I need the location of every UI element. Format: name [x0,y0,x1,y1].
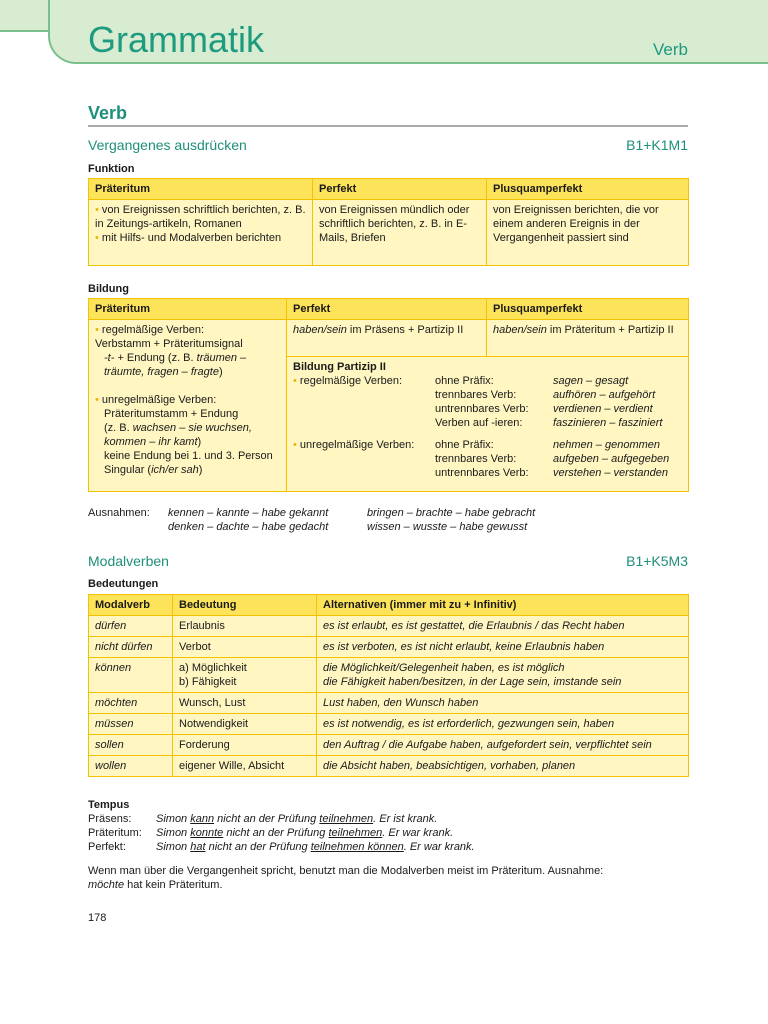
column-header: Präteritum [89,179,313,200]
table-cell: Erlaubnis [173,616,317,637]
column-header: Perfekt [313,179,487,200]
table-cell [89,756,173,777]
underlined-verb: teilnehmen [328,827,383,839]
table-row [89,658,689,693]
ausnahmen-label: Ausnahmen: [88,507,150,519]
verb-type: trennbares Verb: [435,453,517,465]
text: ) [198,464,203,476]
underlined-verb: konnte [190,827,224,839]
table-header-row [89,299,689,320]
text: . Er ist krank. [373,813,438,825]
list-item: bringen – brachte – habe gebracht [367,507,536,519]
text: -t- [104,352,115,364]
example-sentence [156,812,437,826]
verb-type: untrennbares Verb: [435,403,529,415]
text: ( [144,464,152,476]
alternative: die Möglichkeit/Gelegenheit haben, es ist möglich [323,662,565,674]
list-item: • von Ereignissen schriftlich berichten, z. B. in Zeitungs-artikeln, Romanen [95,204,306,230]
table-row [89,714,689,735]
list-item: denken – dachte – habe gedacht [168,521,329,533]
modal-verb: können [95,662,132,674]
tempus-row [88,812,438,826]
modal-verb: nicht dürfen [95,641,153,653]
text: ) [197,436,202,448]
table-cell: eigener Wille, Absicht [173,756,317,777]
text: . Er war krank. [403,841,475,853]
table-cell [89,693,173,714]
partizip-title: Bildung Partizip II [293,361,386,373]
page-number: 178 [88,912,107,924]
table-cell [317,658,689,693]
column-header: Perfekt [287,299,487,320]
table-cell: Verbot [173,637,317,658]
table-cell: von Ereignissen mündlich oder schriftlich berichten, z. B. in E-Mails, Briefen [313,200,487,266]
verb-example: nehmen – genommen [553,439,661,451]
text: Verbstamm + Präteritumsignal [95,338,243,350]
funktion-table [88,178,689,266]
underlined-verb: kann [190,813,215,825]
table-cell: Notwendigkeit [173,714,317,735]
table-cell [89,658,173,693]
label-bedeutungen: Bedeutungen [88,578,159,590]
text: wachsen – sie wuchsen, kommen – ihr kamt [104,422,252,448]
table-header-row [89,595,689,616]
table-cell [89,320,287,492]
column-header: Präteritum [89,299,287,320]
table-cell [317,637,689,658]
table-cell: von Ereignissen berichten, die vor einem anderen Ereignis in der Vergangenheit passiert sind [487,200,689,266]
text [95,421,280,449]
table-row [89,637,689,658]
table-cell [89,714,173,735]
list-item: • regelmäßige Verben: [95,324,204,336]
verb-example: faszinieren – fasziniert [553,417,663,429]
example-sentence [156,826,453,840]
alternative: es ist verboten, es ist nicht erlaubt, keine Erlaubnis haben [323,641,605,653]
alternative: die Absicht haben, beabsichtigen, vorhaben, planen [323,760,576,772]
table-row [89,756,689,777]
alternative: die Fähigkeit haben/besitzen, in der Lage sein, imstande sein [323,676,622,688]
bildung-table [88,298,689,492]
text: haben/sein [493,324,547,336]
table-cell [317,756,689,777]
table-cell: Wunsch, Lust [173,693,317,714]
modal-verb: wollen [95,760,127,772]
modal-verb: möchten [95,697,138,709]
table-cell [287,320,487,357]
closing-paragraph [88,864,688,892]
list-item: • unregelmäßige Verben: [293,438,433,452]
table-cell [89,200,313,266]
column-header: Modalverb [89,595,173,616]
section-modalverben [88,553,688,569]
section-code: B1+K5M3 [626,553,688,569]
underlined-verb: teilnehmen können [310,841,404,853]
table-header-row [89,179,689,200]
example-sentence [156,840,475,854]
text: Wenn man über die Vergangenheit spricht, benutzt man die Modalverben meist im Präteritum. Ausnahme: [88,865,604,877]
table-cell [317,714,689,735]
list-item: • unregelmäßige Verben: [95,394,216,406]
ausnahmen-col1 [168,506,368,534]
section-heading-verb: Verb [88,103,128,123]
text: Präteritumstamm + Endung [104,408,239,420]
section-title: Vergangenes ausdrücken [88,137,247,153]
text: Simon [156,827,191,839]
text [95,449,280,477]
text [95,351,280,379]
section-vergangenes [88,137,688,153]
text: nicht an der Prüfung [205,841,311,853]
tempus-row [88,826,454,840]
table-cell [487,320,689,357]
tense-label: Präteritum: [88,827,142,839]
table-cell [89,616,173,637]
label-bildung: Bildung [88,283,129,295]
tense-label: Präsens: [88,813,132,825]
table-row [89,200,689,266]
verb-example: aufgeben – aufgegeben [553,453,670,465]
list-item: • mit Hilfs- und Modalverben berichten [95,232,281,244]
verb-type: trennbares Verb: [435,389,517,401]
table-cell: Forderung [173,735,317,756]
ausnahmen-col2 [367,506,587,534]
table-cell [89,637,173,658]
bedeutungen-table [88,594,689,777]
table-row [89,693,689,714]
text: (z. B. [104,422,133,434]
text: möchte [88,879,125,891]
text: ) [218,366,223,378]
header-title: Grammatik [88,19,265,60]
tense-label: Perfekt: [88,841,126,853]
label-funktion: Funktion [88,163,135,175]
list-item: wissen – wusste – habe gewusst [367,521,528,533]
verb-example: verstehen – verstanden [553,467,668,479]
tempus-row [88,840,475,854]
text: + Endung (z. B. [114,352,197,364]
column-header: Plusquamperfekt [487,299,689,320]
alternative: Lust haben, den Wunsch haben [323,697,479,709]
verb-example: sagen – gesagt [553,375,629,387]
text: Simon [156,813,191,825]
heading-rule [88,125,688,127]
table-cell [89,735,173,756]
table-cell [173,658,317,693]
text: . Er war krank. [382,827,454,839]
verb-example: verdienen – verdient [553,403,653,415]
verb-type: ohne Präfix: [435,439,494,451]
column-header: Bedeutung [173,595,317,616]
verb-type: untrennbares Verb: [435,467,529,479]
alternative: den Auftrag / die Aufgabe haben, aufgefordert sein, verpflichtet sein [323,739,652,751]
table-cell [317,735,689,756]
partizip-cell [287,357,689,492]
column-header: Plusquamperfekt [487,179,689,200]
partizip-regular-grid [293,374,682,430]
list-item: kennen – kannte – habe gekannt [168,507,329,519]
text: ich/er sah [151,464,199,476]
verb-example: aufhören – aufgehört [553,389,656,401]
text: im Präsens + Partizip II [346,324,464,336]
page-header [0,0,768,70]
tempus-label: Tempus [88,799,130,811]
header-subtitle: Verb [653,40,688,59]
text: haben/sein [293,324,347,336]
verb-type: ohne Präfix: [435,375,494,387]
text: keine Endung bei 1. und 3. Person Singular [104,450,273,476]
text: träumen – träumte, fragen – fragte [104,352,247,378]
column-header: Alternativen (immer mit zu + Infinitiv) [317,595,689,616]
tempus-block [88,798,475,854]
section-title: Modalverben [88,553,169,569]
verb-type: Verben auf -ieren: [435,417,523,429]
modal-verb: dürfen [95,620,127,632]
text: Simon [156,841,191,853]
table-cell [317,616,689,637]
underlined-verb: teilnehmen [319,813,374,825]
underlined-verb: hat [190,841,206,853]
section-code: B1+K1M1 [626,137,688,153]
text: nicht an der Prüfung [223,827,329,839]
meaning: a) Möglichkeit [179,662,247,674]
table-row [89,616,689,637]
modal-verb: müssen [95,718,134,730]
table-row [89,320,689,357]
alternative: es ist notwendig, es ist erforderlich, gezwungen sein, haben [323,718,615,730]
table-cell [317,693,689,714]
text: im Präteritum + Partizip II [546,324,674,336]
meaning: b) Fähigkeit [179,676,237,688]
text: nicht an der Prüfung [214,813,320,825]
list-item: • regelmäßige Verben: [293,374,433,388]
alternative: es ist erlaubt, es ist gestattet, die Erlaubnis / das Recht haben [323,620,625,632]
text: hat kein Präteritum. [124,879,223,891]
modal-verb: sollen [95,739,124,751]
table-row [89,735,689,756]
partizip-irregular-grid [293,438,682,480]
